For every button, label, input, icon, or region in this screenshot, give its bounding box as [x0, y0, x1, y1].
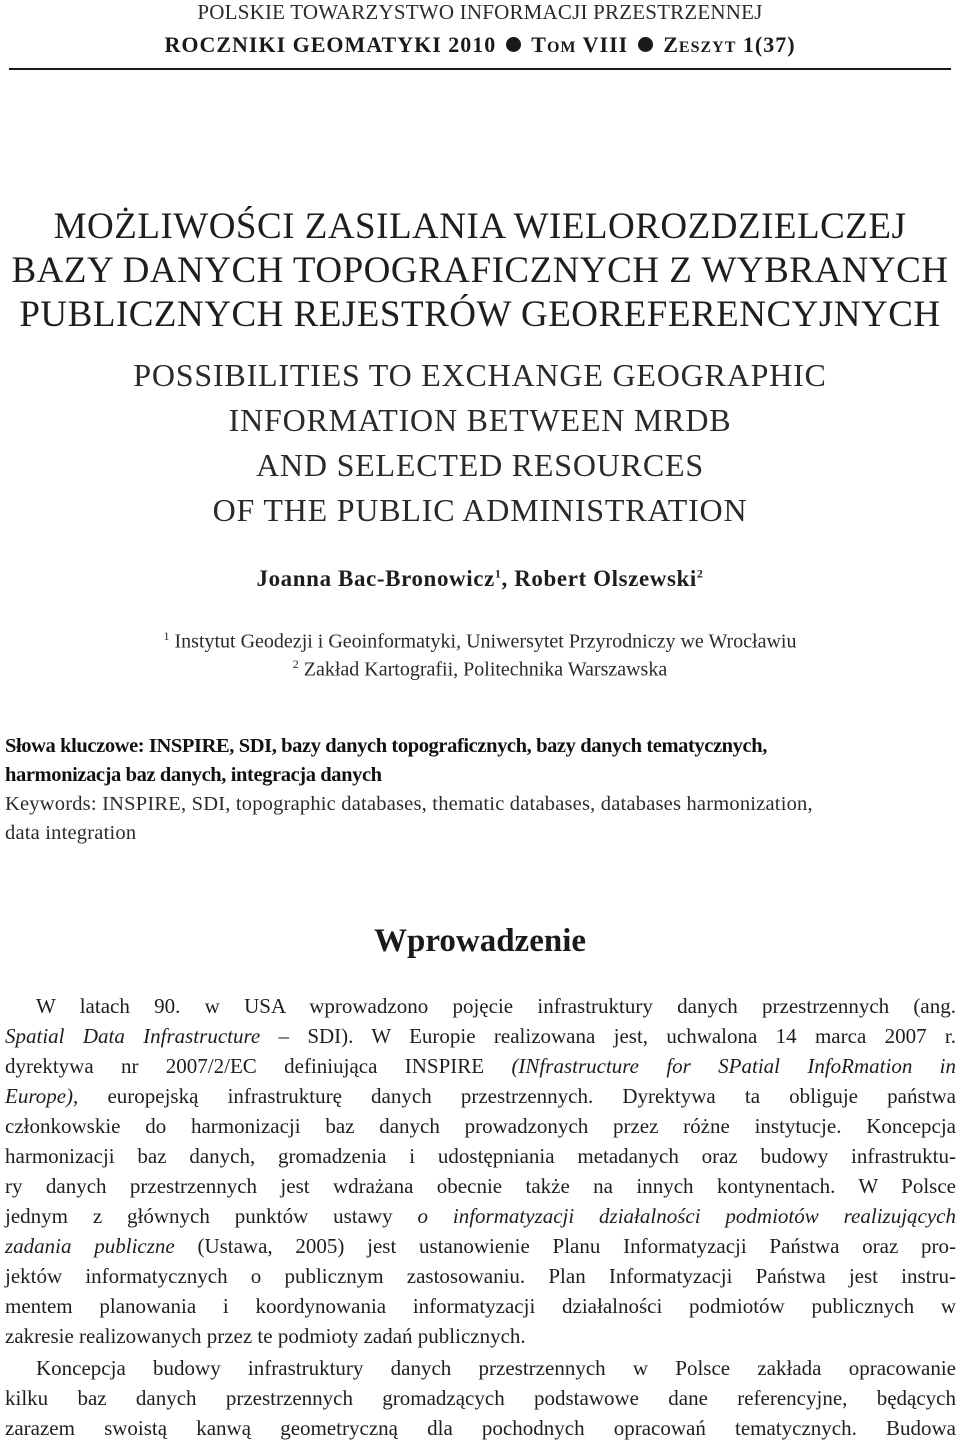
- paragraph-line: Koncepcja budowy infrastruktury danych przestrzennych w Polsce zakłada opracowanie: [36, 1356, 956, 1380]
- journal-name: ROCZNIKI GEOMATYKI 2010: [164, 32, 497, 57]
- volume-prefix-small: OM: [546, 39, 577, 56]
- author-name: Joanna Bac-Bronowicz: [256, 566, 495, 591]
- bullet-icon: [506, 37, 521, 52]
- text-run: jednym z głównych punktów ustawy: [5, 1204, 418, 1228]
- paragraph: [5, 1353, 956, 1443]
- title-pl-line: PUBLICZNYCH REJESTRÓW GEOREFERENCYJNYCH: [19, 294, 941, 335]
- society-name: POLSKIE TOWARZYSTWO INFORMACJI PRZESTRZENNEJ: [197, 0, 763, 24]
- issue-prefix-small: ESZYT: [678, 39, 737, 56]
- paragraph: [5, 991, 956, 1351]
- text-run: (Ustawa, 2005) jest ustanowienie Planu Informatyzacji Państwa oraz pro-: [174, 1234, 956, 1258]
- title-pl-line: MOŻLIWOŚCI ZASILANIA WIELOROZDZIELCZEJ: [53, 206, 907, 247]
- italic-term: Europe): [5, 1084, 74, 1108]
- author-separator: ,: [501, 566, 515, 591]
- paragraph-line: ry danych przestrzennych jest wdrażana obecnie także na innych kontynentach. W Polsce: [5, 1174, 956, 1198]
- affiliation: [0, 629, 960, 654]
- title-en-line: POSSIBILITIES TO EXCHANGE GEOGRAPHIC: [133, 357, 827, 393]
- affiliation-marker: 2: [292, 657, 299, 671]
- volume-prefix: T: [531, 32, 547, 57]
- title-english: [0, 353, 960, 533]
- paragraph-line: harmonizacji baz danych, gromadzenia i udostępniania metadanych oraz budowy infrastruktu-: [5, 1144, 956, 1168]
- text-run: dyrektywa nr 2007/2/EC definiująca INSPIRE: [5, 1054, 512, 1078]
- paragraph-line: zakresie realizowanych przez te podmioty zadań publicznych.: [5, 1324, 526, 1348]
- paragraph-line: członkowskie do harmonizacji baz danych prowadzonych przez różne instytucje. Koncepcja: [5, 1114, 956, 1138]
- paragraph-line: mentem planowania i koordynowania informatyzacji działalności podmiotów publicznych w: [5, 1294, 956, 1318]
- affiliation-text: Zakład Kartografii, Politechnika Warszawska: [298, 658, 668, 681]
- volume-number: VIII: [582, 32, 629, 57]
- paragraph-line: [5, 1231, 956, 1261]
- keywords-pl-line: Słowa kluczowe: INSPIRE, SDI, bazy danych topograficznych, bazy danych tematycznych,: [5, 735, 767, 757]
- title-en-line: OF THE PUBLIC ADMINISTRATION: [212, 492, 748, 528]
- journal-header: [0, 32, 960, 58]
- authors-line: [0, 566, 960, 592]
- paragraph-line: [5, 1051, 956, 1081]
- bullet-icon: [638, 37, 653, 52]
- italic-term: (INfrastructure for SPatial InfoRmation in: [511, 1054, 956, 1078]
- issue-prefix: Z: [663, 32, 679, 57]
- affiliation: [0, 657, 960, 682]
- keywords-english: [5, 790, 955, 848]
- title-polish: [0, 205, 960, 337]
- italic-term: o informatyzacji działalności podmiotów realizujących: [417, 1204, 956, 1228]
- paragraph-line: W latach 90. w USA wprowadzono pojęcie infrastruktury danych przestrzennych (ang.: [36, 994, 956, 1018]
- title-en-line: AND SELECTED RESOURCES: [256, 447, 704, 483]
- affiliation-marker: 2: [696, 566, 704, 581]
- paragraph-line: kilku baz danych przestrzennych gromadzących podstawowe dane referencyjne, będących: [5, 1386, 956, 1410]
- affiliation-marker: 1: [494, 566, 502, 581]
- author-name: Robert Olszewski: [514, 566, 697, 591]
- paragraph-line: [5, 1201, 956, 1231]
- paragraph-line: [5, 1021, 956, 1051]
- affiliation-marker: 1: [163, 629, 170, 643]
- italic-term: zadania publiczne: [5, 1234, 175, 1258]
- keywords-en-line: data integration: [5, 822, 137, 844]
- title-en-line: INFORMATION BETWEEN MRDB: [228, 402, 732, 438]
- affiliation-text: Instytut Geodezji i Geoinformatyki, Uniwersytet Przyrodniczy we Wrocławiu: [169, 630, 797, 653]
- keywords-pl-line: harmonizacja baz danych, integracja danych: [5, 764, 382, 786]
- title-pl-line: BAZY DANYCH TOPOGRAFICZNYCH Z WYBRANYCH: [11, 250, 949, 291]
- paragraph-line: zarazem swoistą kanwą geometryczną dla pochodnych opracowań tematycznych. Budowa: [5, 1416, 956, 1440]
- paragraph-line: [5, 1081, 956, 1111]
- italic-term: Spatial Data Infrastructure: [5, 1024, 261, 1048]
- paragraph-line: jektów informatycznych o publicznym zastosowaniu. Plan Informatyzacji Państwa jest instru-: [5, 1264, 956, 1288]
- header-rule: [9, 68, 951, 70]
- issue-number: 1(37): [742, 32, 796, 57]
- text-run: , europejską infrastrukturę danych przestrzennych. Dyrektywa ta obliguje państwa: [73, 1084, 956, 1108]
- text-run: – SDI). W Europie realizowana jest, uchwalona 14 marca 2007 r.: [260, 1024, 956, 1048]
- keywords-polish: [5, 732, 955, 790]
- keywords-en-line: Keywords: INSPIRE, SDI, topographic databases, thematic databases, databases harmonization,: [5, 793, 813, 815]
- section-title: Wprowadzenie: [373, 923, 587, 959]
